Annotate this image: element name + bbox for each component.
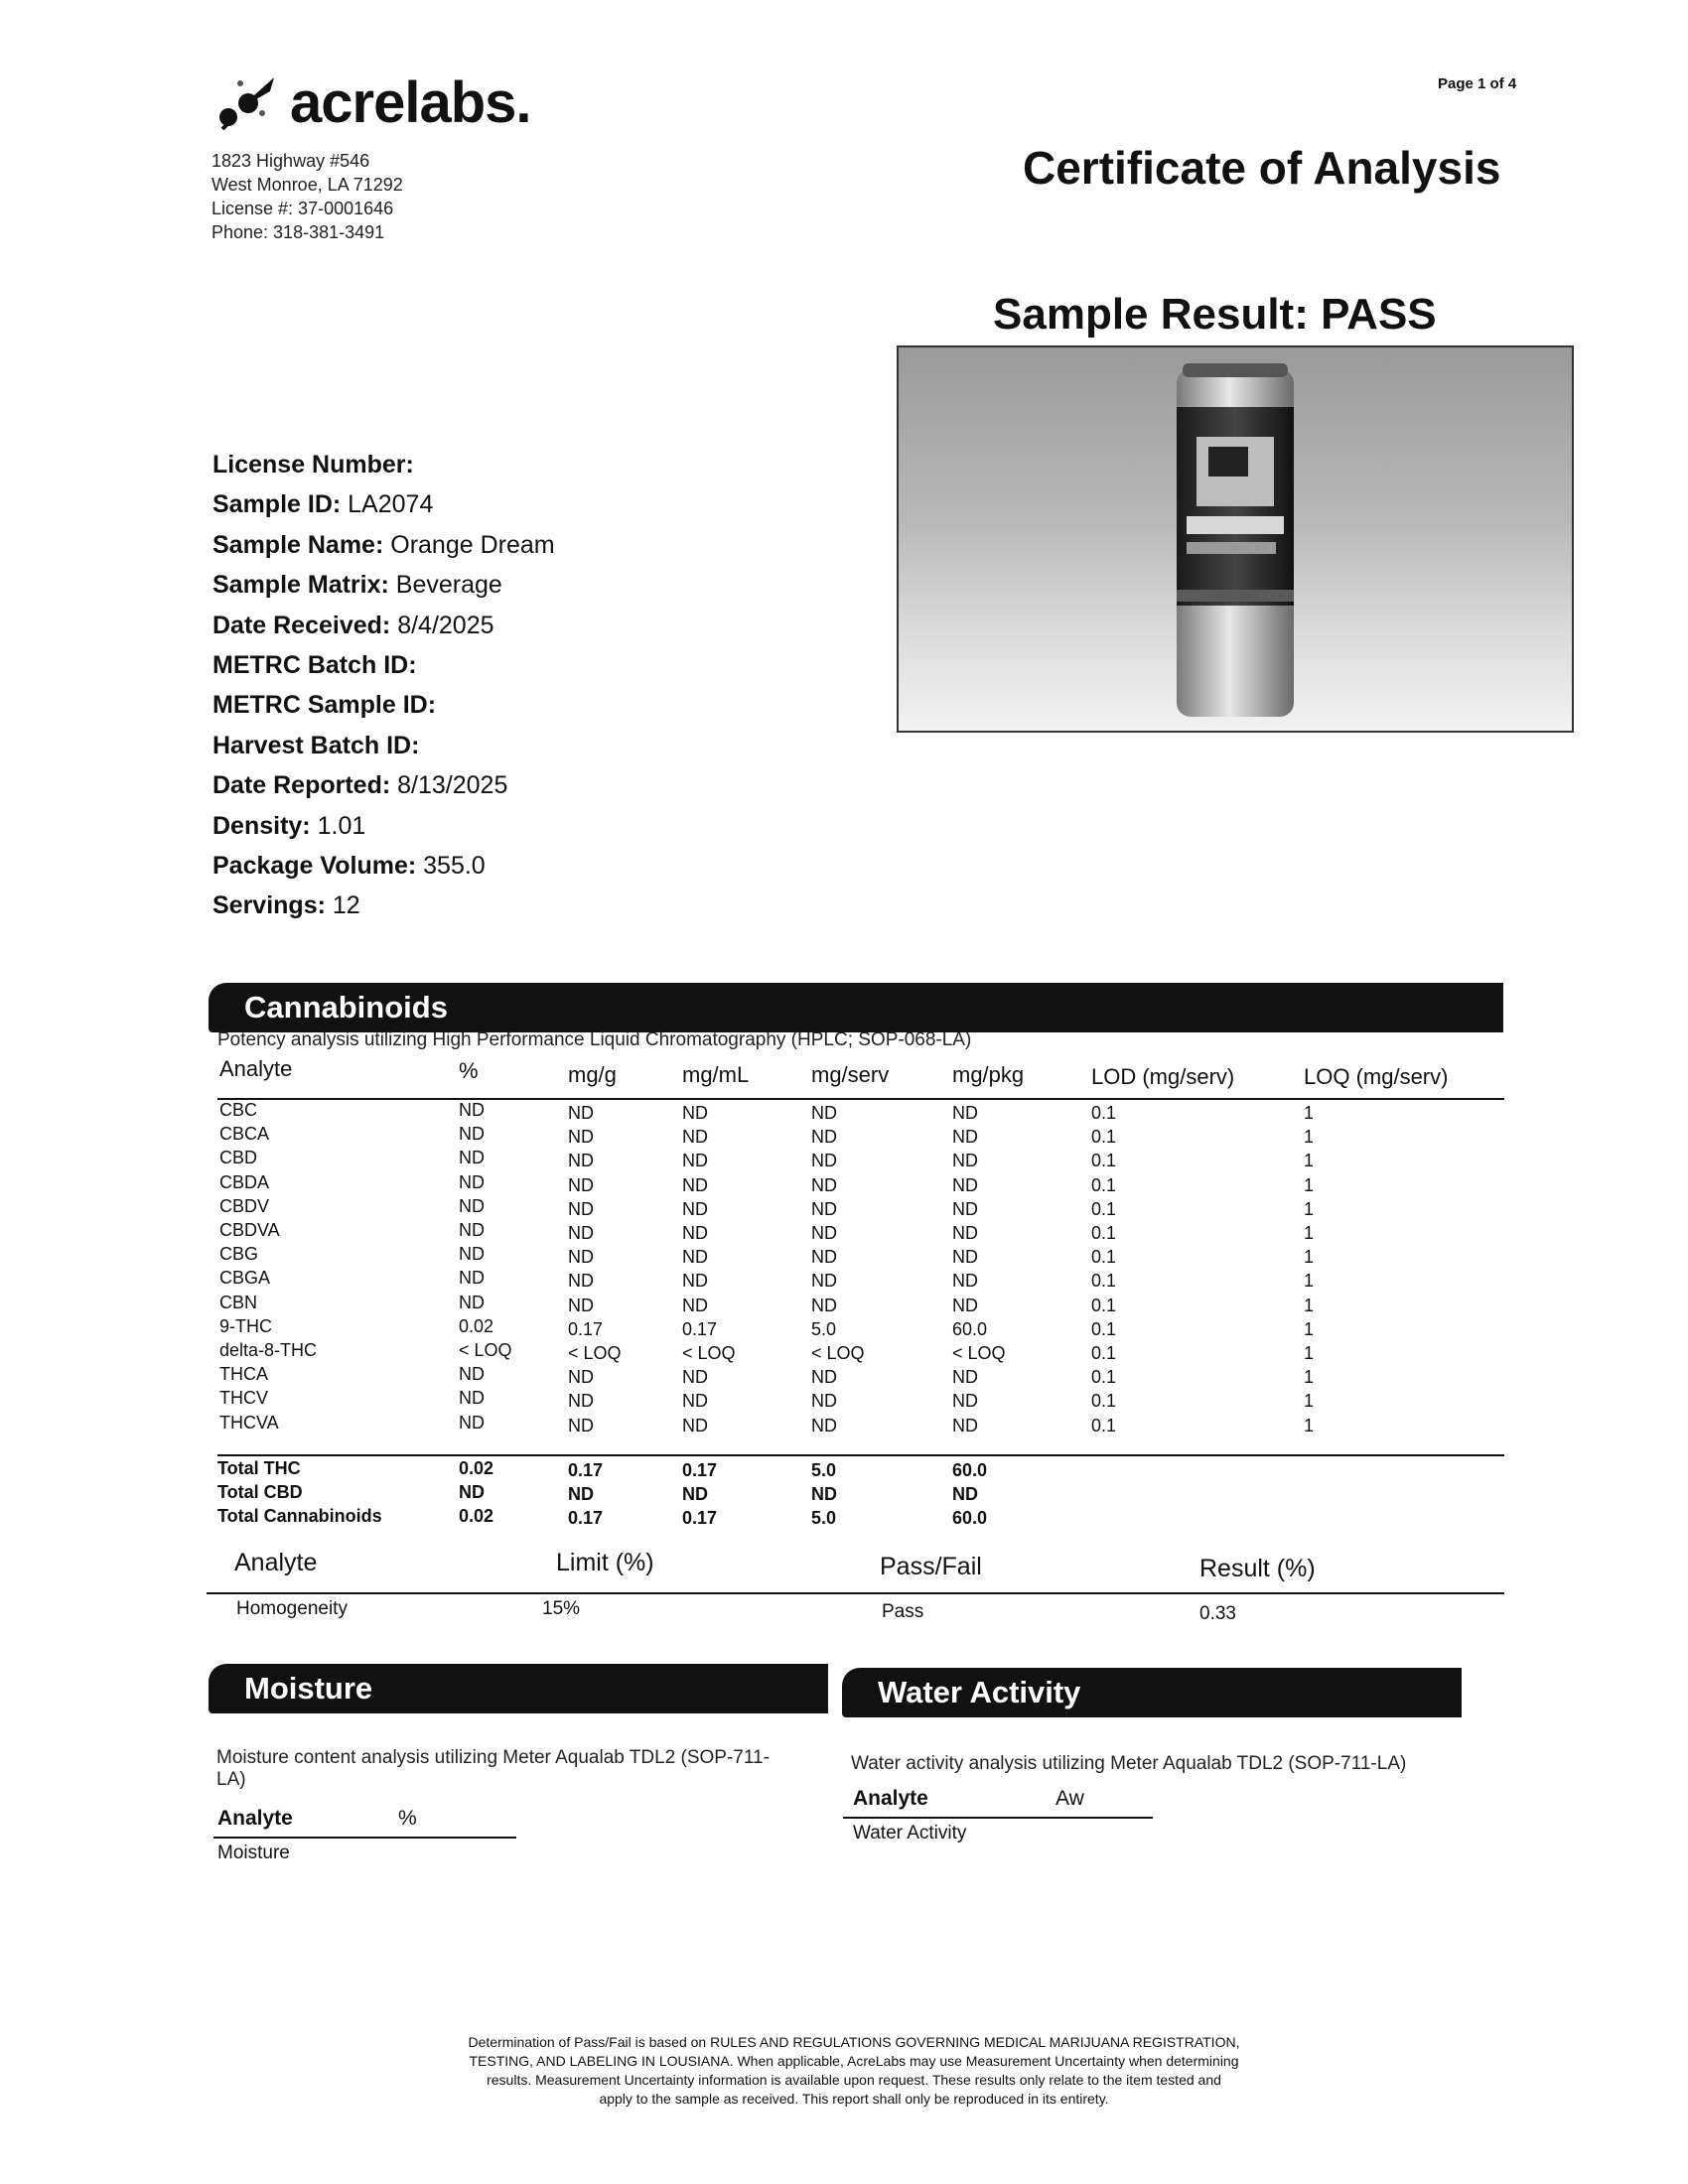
total-value: 60.0 <box>952 1460 988 1480</box>
table-cell: ND <box>952 1151 978 1171</box>
total-value: 0.02 <box>459 1506 494 1526</box>
total-value: ND <box>459 1482 485 1502</box>
table-cell: ND <box>811 1367 837 1388</box>
table-cell: ND <box>952 1223 978 1243</box>
table-cell: ND <box>811 1198 837 1219</box>
table-cell: 1 <box>1304 1271 1315 1292</box>
info-value: Orange Dream <box>390 530 555 559</box>
info-value: 12 <box>332 891 360 920</box>
table-cell: ND <box>811 1247 837 1268</box>
analyte-name: CBN <box>219 1292 258 1312</box>
analyte-name: THCVA <box>219 1412 279 1433</box>
table-cell: ND <box>952 1174 978 1195</box>
info-value: Beverage <box>395 571 502 600</box>
table-cell: 0.1 <box>1091 1103 1117 1123</box>
info-label: Harvest Batch ID: <box>212 731 420 759</box>
address-line: West Monroe, LA 71292 <box>211 175 403 195</box>
moisture-section-header: Moisture <box>209 1664 828 1713</box>
table-cell: ND <box>682 1198 708 1219</box>
table-cell: ND <box>952 1198 978 1219</box>
table-cell: < LOQ <box>952 1343 1006 1363</box>
total-value: 0.02 <box>459 1458 494 1478</box>
info-value: 8/4/2025 <box>397 611 494 639</box>
table-cell: ND <box>568 1391 594 1412</box>
moisture-method <box>216 1747 770 1791</box>
table-cell: ND <box>568 1247 594 1268</box>
table-cell: ND <box>811 1295 837 1315</box>
total-value: 0.17 <box>568 1460 604 1480</box>
table-cell: ND <box>459 1220 485 1240</box>
beverage-can-image <box>899 347 1574 733</box>
info-label: Sample Name: <box>212 530 384 559</box>
info-sample-name <box>212 525 555 565</box>
table-header-rule <box>217 1098 1504 1100</box>
total-label: Total Cannabinoids <box>217 1506 382 1526</box>
table-cell: 0.1 <box>1091 1367 1117 1388</box>
table-cell: 0.17 <box>682 1318 718 1339</box>
info-label: Date Reported: <box>212 771 391 800</box>
sample-info <box>212 445 555 926</box>
column-header: Analyte <box>853 1787 928 1810</box>
table-cell: ND <box>682 1174 708 1195</box>
column-header: Result (%) <box>1199 1555 1316 1582</box>
method-line: Moisture content analysis utilizing Meter Aqualab TDL2 (SOP-711- <box>216 1747 770 1768</box>
column-header: % <box>398 1807 417 1830</box>
water-activity-section-header: Water Activity <box>842 1668 1462 1717</box>
info-density <box>212 806 555 846</box>
table-cell: 0.1 <box>1091 1391 1117 1412</box>
table-cell: 0.1 <box>1091 1343 1117 1363</box>
table-cell: ND <box>811 1415 837 1435</box>
table-cell: ND <box>459 1124 485 1145</box>
analyte-name: CBCA <box>219 1124 270 1145</box>
info-servings <box>212 886 555 925</box>
table-header-rule <box>843 1817 1153 1819</box>
info-label: Package Volume: <box>212 852 417 881</box>
info-label: Servings: <box>212 891 326 920</box>
table-cell: ND <box>459 1388 485 1409</box>
table-cell: ND <box>459 1244 485 1265</box>
column-header: LOQ (mg/serv) <box>1304 1064 1449 1089</box>
table-cell: 0.1 <box>1091 1198 1117 1219</box>
table-cell: 60.0 <box>952 1318 988 1339</box>
table-cell: 15% <box>542 1598 581 1619</box>
table-cell: 0.1 <box>1091 1223 1117 1243</box>
table-cell: 1 <box>1304 1151 1315 1171</box>
table-cell: ND <box>682 1223 708 1243</box>
footer-line: apply to the sample as received. This report shall only be reproduced in its entirety. <box>599 2091 1109 2107</box>
analyte-name: delta-8-THC <box>219 1340 318 1360</box>
address-line: License #: 37-0001646 <box>211 199 394 218</box>
table-cell: ND <box>459 1364 485 1385</box>
footer-line: TESTING, AND LABELING IN LOUSIANA. When applicable, AcreLabs may use Measurement Uncertainty when determining <box>469 2053 1239 2069</box>
column-header: mg/g <box>568 1062 617 1087</box>
column-header: mg/pkg <box>952 1062 1025 1087</box>
table-cell: ND <box>952 1415 978 1435</box>
table-cell: Moisture <box>217 1843 290 1863</box>
info-harvest-batch-id <box>212 726 555 765</box>
table-cell: 0.1 <box>1091 1318 1117 1339</box>
analyte-name: CBDV <box>219 1195 270 1216</box>
total-value: ND <box>811 1484 837 1504</box>
table-cell: Water Activity <box>853 1823 967 1843</box>
table-cell: 1 <box>1304 1198 1315 1219</box>
table-cell: ND <box>682 1367 708 1388</box>
table-cell: ND <box>459 1195 485 1216</box>
table-cell: 0.17 <box>568 1318 604 1339</box>
info-metrc-batch-id <box>212 645 555 685</box>
table-cell: ND <box>811 1271 837 1292</box>
info-label: License Number: <box>212 451 414 478</box>
info-license-number <box>212 445 555 484</box>
table-cell: ND <box>459 1171 485 1192</box>
column-header: mg/mL <box>682 1062 750 1087</box>
column-header: Limit (%) <box>556 1549 654 1576</box>
info-value: LA2074 <box>348 490 434 519</box>
table-cell: 0.1 <box>1091 1127 1117 1148</box>
table-cell: ND <box>811 1151 837 1171</box>
table-cell: 0.33 <box>1199 1603 1236 1624</box>
analyte-name: CBC <box>219 1100 258 1120</box>
table-cell: 0.1 <box>1091 1415 1117 1435</box>
table-cell: 0.02 <box>459 1315 494 1336</box>
info-date-reported <box>212 765 555 805</box>
table-cell: 0.1 <box>1091 1247 1117 1268</box>
info-date-received <box>212 606 555 645</box>
acrelabs-logo <box>216 69 531 136</box>
table-cell: ND <box>811 1127 837 1148</box>
table-cell: ND <box>568 1223 594 1243</box>
table-cell: 1 <box>1304 1103 1315 1123</box>
address-line: 1823 Highway #546 <box>211 151 370 171</box>
table-cell: Homogeneity <box>236 1598 348 1619</box>
table-cell: < LOQ <box>682 1343 736 1363</box>
total-value: 0.17 <box>568 1508 604 1528</box>
table-cell: Pass <box>882 1601 924 1622</box>
table-cell: ND <box>682 1271 708 1292</box>
total-value: ND <box>568 1484 594 1504</box>
table-cell: < LOQ <box>568 1343 622 1363</box>
table-cell: ND <box>459 1268 485 1289</box>
total-value: ND <box>682 1484 708 1504</box>
info-value: 355.0 <box>423 852 486 881</box>
column-header: Analyte <box>234 1549 318 1576</box>
table-cell: ND <box>952 1127 978 1148</box>
table-cell: ND <box>459 1100 485 1120</box>
table-cell: ND <box>682 1247 708 1268</box>
table-cell: ND <box>952 1271 978 1292</box>
analyte-name: CBDVA <box>219 1220 280 1240</box>
table-cell: ND <box>682 1415 708 1435</box>
table-header-rule <box>213 1837 516 1839</box>
lab-address <box>211 149 403 244</box>
total-value: 0.17 <box>682 1508 718 1528</box>
table-cell: < LOQ <box>811 1343 865 1363</box>
table-cell: ND <box>568 1103 594 1123</box>
totals-rule <box>217 1454 1504 1456</box>
analyte-name: THCA <box>219 1364 268 1385</box>
info-package-volume <box>212 846 555 886</box>
info-sample-id <box>212 484 555 524</box>
table-cell: ND <box>459 1148 485 1168</box>
table-cell: < LOQ <box>459 1340 512 1360</box>
table-cell: 0.1 <box>1091 1151 1117 1171</box>
table-cell: 1 <box>1304 1174 1315 1195</box>
table-cell: ND <box>682 1127 708 1148</box>
table-cell: ND <box>811 1174 837 1195</box>
total-label: Total THC <box>217 1458 301 1478</box>
table-cell: 1 <box>1304 1295 1315 1315</box>
method-line: LA) <box>216 1769 246 1790</box>
table-cell: 5.0 <box>811 1318 837 1339</box>
table-cell: ND <box>459 1412 485 1433</box>
total-value: 5.0 <box>811 1508 837 1528</box>
table-cell: 1 <box>1304 1367 1315 1388</box>
analyte-name: 9-THC <box>219 1315 272 1336</box>
footer-line: results. Measurement Uncertainty information is available upon request. These results only relate to the item tested and <box>487 2072 1221 2088</box>
table-cell: 1 <box>1304 1343 1315 1363</box>
footer-line: Determination of Pass/Fail is based on RULES AND REGULATIONS GOVERNING MEDICAL MARIJUANA REGISTRATION, <box>468 2034 1240 2050</box>
table-cell: ND <box>682 1151 708 1171</box>
table-cell: ND <box>568 1174 594 1195</box>
table-header-rule <box>207 1592 1504 1594</box>
product-photo <box>897 345 1574 733</box>
table-cell: ND <box>682 1103 708 1123</box>
table-cell: ND <box>952 1391 978 1412</box>
info-label: METRC Sample ID: <box>212 691 437 720</box>
cannabinoids-section-header: Cannabinoids <box>209 983 1503 1032</box>
table-cell: ND <box>568 1127 594 1148</box>
info-label: Date Received: <box>212 611 391 639</box>
table-cell: 1 <box>1304 1391 1315 1412</box>
total-value: ND <box>952 1484 978 1504</box>
analyte-name: CBG <box>219 1244 259 1265</box>
analyte-name: CBGA <box>219 1268 271 1289</box>
table-cell: ND <box>682 1295 708 1315</box>
info-value: 1.01 <box>317 811 366 840</box>
table-cell: 1 <box>1304 1318 1315 1339</box>
table-cell: ND <box>568 1271 594 1292</box>
sample-result-heading: Sample Result: PASS <box>993 290 1437 339</box>
analyte-name: CBDA <box>219 1171 270 1192</box>
page-number: Page 1 of 4 <box>1438 75 1517 92</box>
info-label: METRC Batch ID: <box>212 651 417 680</box>
table-cell: ND <box>811 1103 837 1123</box>
analyte-name: CBD <box>219 1148 258 1168</box>
cannabinoids-method: Potency analysis utilizing High Performance Liquid Chromatography (HPLC; SOP-068-LA) <box>217 1029 972 1050</box>
column-header: Pass/Fail <box>880 1553 982 1580</box>
info-sample-matrix <box>212 565 555 605</box>
table-cell: ND <box>568 1198 594 1219</box>
table-cell: ND <box>682 1391 708 1412</box>
table-cell: ND <box>952 1367 978 1388</box>
footer-disclaimer <box>377 2033 1331 2109</box>
table-cell: 1 <box>1304 1247 1315 1268</box>
water-activity-method: Water activity analysis utilizing Meter Aqualab TDL2 (SOP-711-LA) <box>851 1753 1407 1774</box>
table-cell: ND <box>459 1292 485 1312</box>
table-cell: ND <box>811 1391 837 1412</box>
total-value: 0.17 <box>682 1460 718 1480</box>
acrelabs-leaf-icon <box>216 73 280 133</box>
table-cell: ND <box>568 1295 594 1315</box>
info-label: Density: <box>212 811 311 840</box>
address-line: Phone: 318-381-3491 <box>211 222 385 242</box>
table-cell: ND <box>952 1247 978 1268</box>
table-cell: ND <box>952 1295 978 1315</box>
info-value: 8/13/2025 <box>397 771 508 800</box>
column-header: Aw <box>1055 1787 1084 1810</box>
page-title: Certificate of Analysis <box>1023 142 1501 194</box>
table-cell: 1 <box>1304 1415 1315 1435</box>
total-label: Total CBD <box>217 1482 303 1502</box>
logo-wordmark: acrelabs. <box>290 70 531 135</box>
column-header: % <box>459 1058 479 1083</box>
info-metrc-sample-id <box>212 685 555 725</box>
column-header: Analyte <box>217 1807 293 1830</box>
table-cell: 1 <box>1304 1127 1315 1148</box>
total-value: 5.0 <box>811 1460 837 1480</box>
table-cell: ND <box>952 1103 978 1123</box>
table-cell: 0.1 <box>1091 1271 1117 1292</box>
info-label: Sample ID: <box>212 490 342 519</box>
column-header: mg/serv <box>811 1062 890 1087</box>
table-cell: ND <box>568 1415 594 1435</box>
table-cell: ND <box>568 1151 594 1171</box>
column-header: Analyte <box>219 1056 293 1081</box>
total-value: 60.0 <box>952 1508 988 1528</box>
info-label: Sample Matrix: <box>212 571 389 600</box>
table-cell: ND <box>568 1367 594 1388</box>
analyte-name: THCV <box>219 1388 268 1409</box>
table-cell: 0.1 <box>1091 1174 1117 1195</box>
table-cell: 0.1 <box>1091 1295 1117 1315</box>
table-cell: 1 <box>1304 1223 1315 1243</box>
column-header: LOD (mg/serv) <box>1091 1064 1235 1089</box>
table-cell: ND <box>811 1223 837 1243</box>
